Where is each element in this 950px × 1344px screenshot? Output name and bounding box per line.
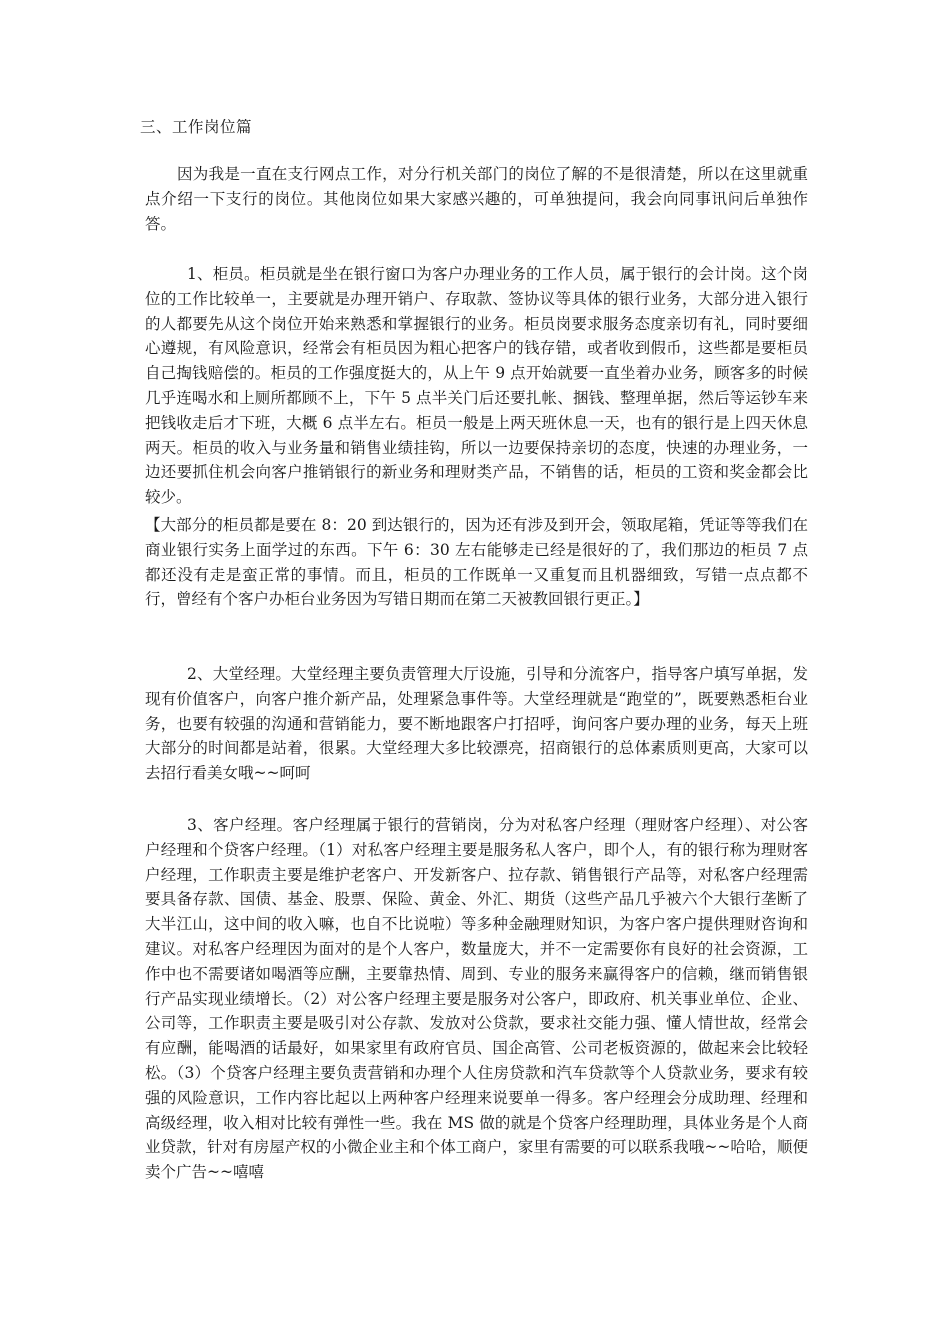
teller-note-paragraph: 【大部分的柜员都是要在 8：20 到达银行的，因为还有涉及到开会，领取尾箱，凭证等等我们在商业银行实务上面学过的东西。下午 6：30 左右能够走已经是很好的了，我们那边的柜员 7 点都还没有走是蛮正常的事情。而且，柜员的工作既单一又重复而且机器细致，写错一点点都不行，曾经有个客户办柜台业务因为写错日期而在第二天被教回银行更正。】: [145, 516, 808, 609]
lobby-manager-paragraph: 2、大堂经理。大堂经理主要负责管理大厅设施，引导和分流客户，指导客户填写单据，发现有价值客户，向客户推介新产品，处理紧急事件等。大堂经理就是“跑堂的”，既要熟悉柜台业务，也要有较强的沟通和营销能力，要不断地跟客户打招呼，询问客户要办理的业务，每天上班大部分的时间都是站着，很累。大堂经理大多比较漂亮，招商银行的总体素质则更高，大家可以去招行看美女哦~~呵呵: [145, 665, 808, 783]
section-heading: 三、工作岗位篇: [140, 118, 253, 136]
account-manager-paragraph: 3、客户经理。客户经理属于银行的营销岗，分为对私客户经理（理财客户经理）、对公客户经理和个贷客户经理。（1）对私客户经理主要是服务私人客户，即个人，有的银行称为理财客户经理，工作职责主要是维护老客户、开发新客户、拉存款、销售银行产品等，对私客户经理需要具备存款、国债、基金、股票、保险、黄金、外汇、期货（这些产品几乎被六个大银行垄断了大半江山，这中间的收入嘛，也自不比说啦）等多种金融理财知识，为客户客户提供理财咨询和建议。对私客户经理因为面对的是个人客户，数量庞大，并不一定需要你有良好的社会资源，工作中也不需要诸如喝酒等应酬，主要靠热情、周到、专业的服务来赢得客户的信赖，继而销售银行产品实现业绩增长。（2）对公客户经理主要是服务对公客户，即政府、机关事业单位、企业、公司等，工作职责主要是吸引对公存款、发放对公贷款，要求社交能力强、懂人情世故，经常会有应酬，能喝酒的话最好，如果家里有政府官员、国企高管、公司老板资源的，做起来会比较轻松。（3）个贷客户经理主要负责营销和办理个人住房贷款和汽车贷款等个人贷款业务，要求有较强的风险意识，工作内容比起以上两种客户经理来说要单一得多。客户经理会分成助理、经理和高级经理，收入相对比较有弹性一些。我在 MS 做的就是个贷客户经理助理，具体业务是个人商业贷款，针对有房屋产权的小微企业主和个体工商户，家里有需要的可以联系我哦~~哈哈，顺便卖个广告~~嘻嘻: [145, 816, 808, 1182]
intro-paragraph: 因为我是一直在支行网点工作，对分行机关部门的岗位了解的不是很清楚，所以在这里就重点介绍一下支行的岗位。其他岗位如果大家感兴趣的，可单独提问，我会向同事讯问后单独作答。: [145, 165, 808, 233]
teller-paragraph: 1、柜员。柜员就是坐在银行窗口为客户办理业务的工作人员，属于银行的会计岗。这个岗位的工作比较单一，主要就是办理开销户、存取款、签协议等具体的银行业务，大部分进入银行的人都要先从这个岗位开始来熟悉和掌握银行的业务。柜员岗要求服务态度亲切有礼，同时要细心遵规，有风险意识，经常会有柜员因为粗心把客户的钱存错，或者收到假币，这些都是要柜员自己掏钱赔偿的。柜员的工作强度挺大的，从上午 9 点开始就要一直坐着办业务，顾客多的时候几乎连喝水和上厕所都顾不上，下午 5 点半关门后还要扎帐、捆钱、整理单据，然后等运钞车来把钱收走后才下班，大概 6 点半左右。柜员一般是上两天班休息一天，也有的银行是上四天休息两天。柜员的收入与业务量和销售业绩挂钩，所以一边要保持亲切的态度，快速的办理业务，一边还要抓住机会向客户推销银行的新业务和理财类产品，不销售的话，柜员的工资和奖金都会比较少。: [145, 265, 808, 507]
